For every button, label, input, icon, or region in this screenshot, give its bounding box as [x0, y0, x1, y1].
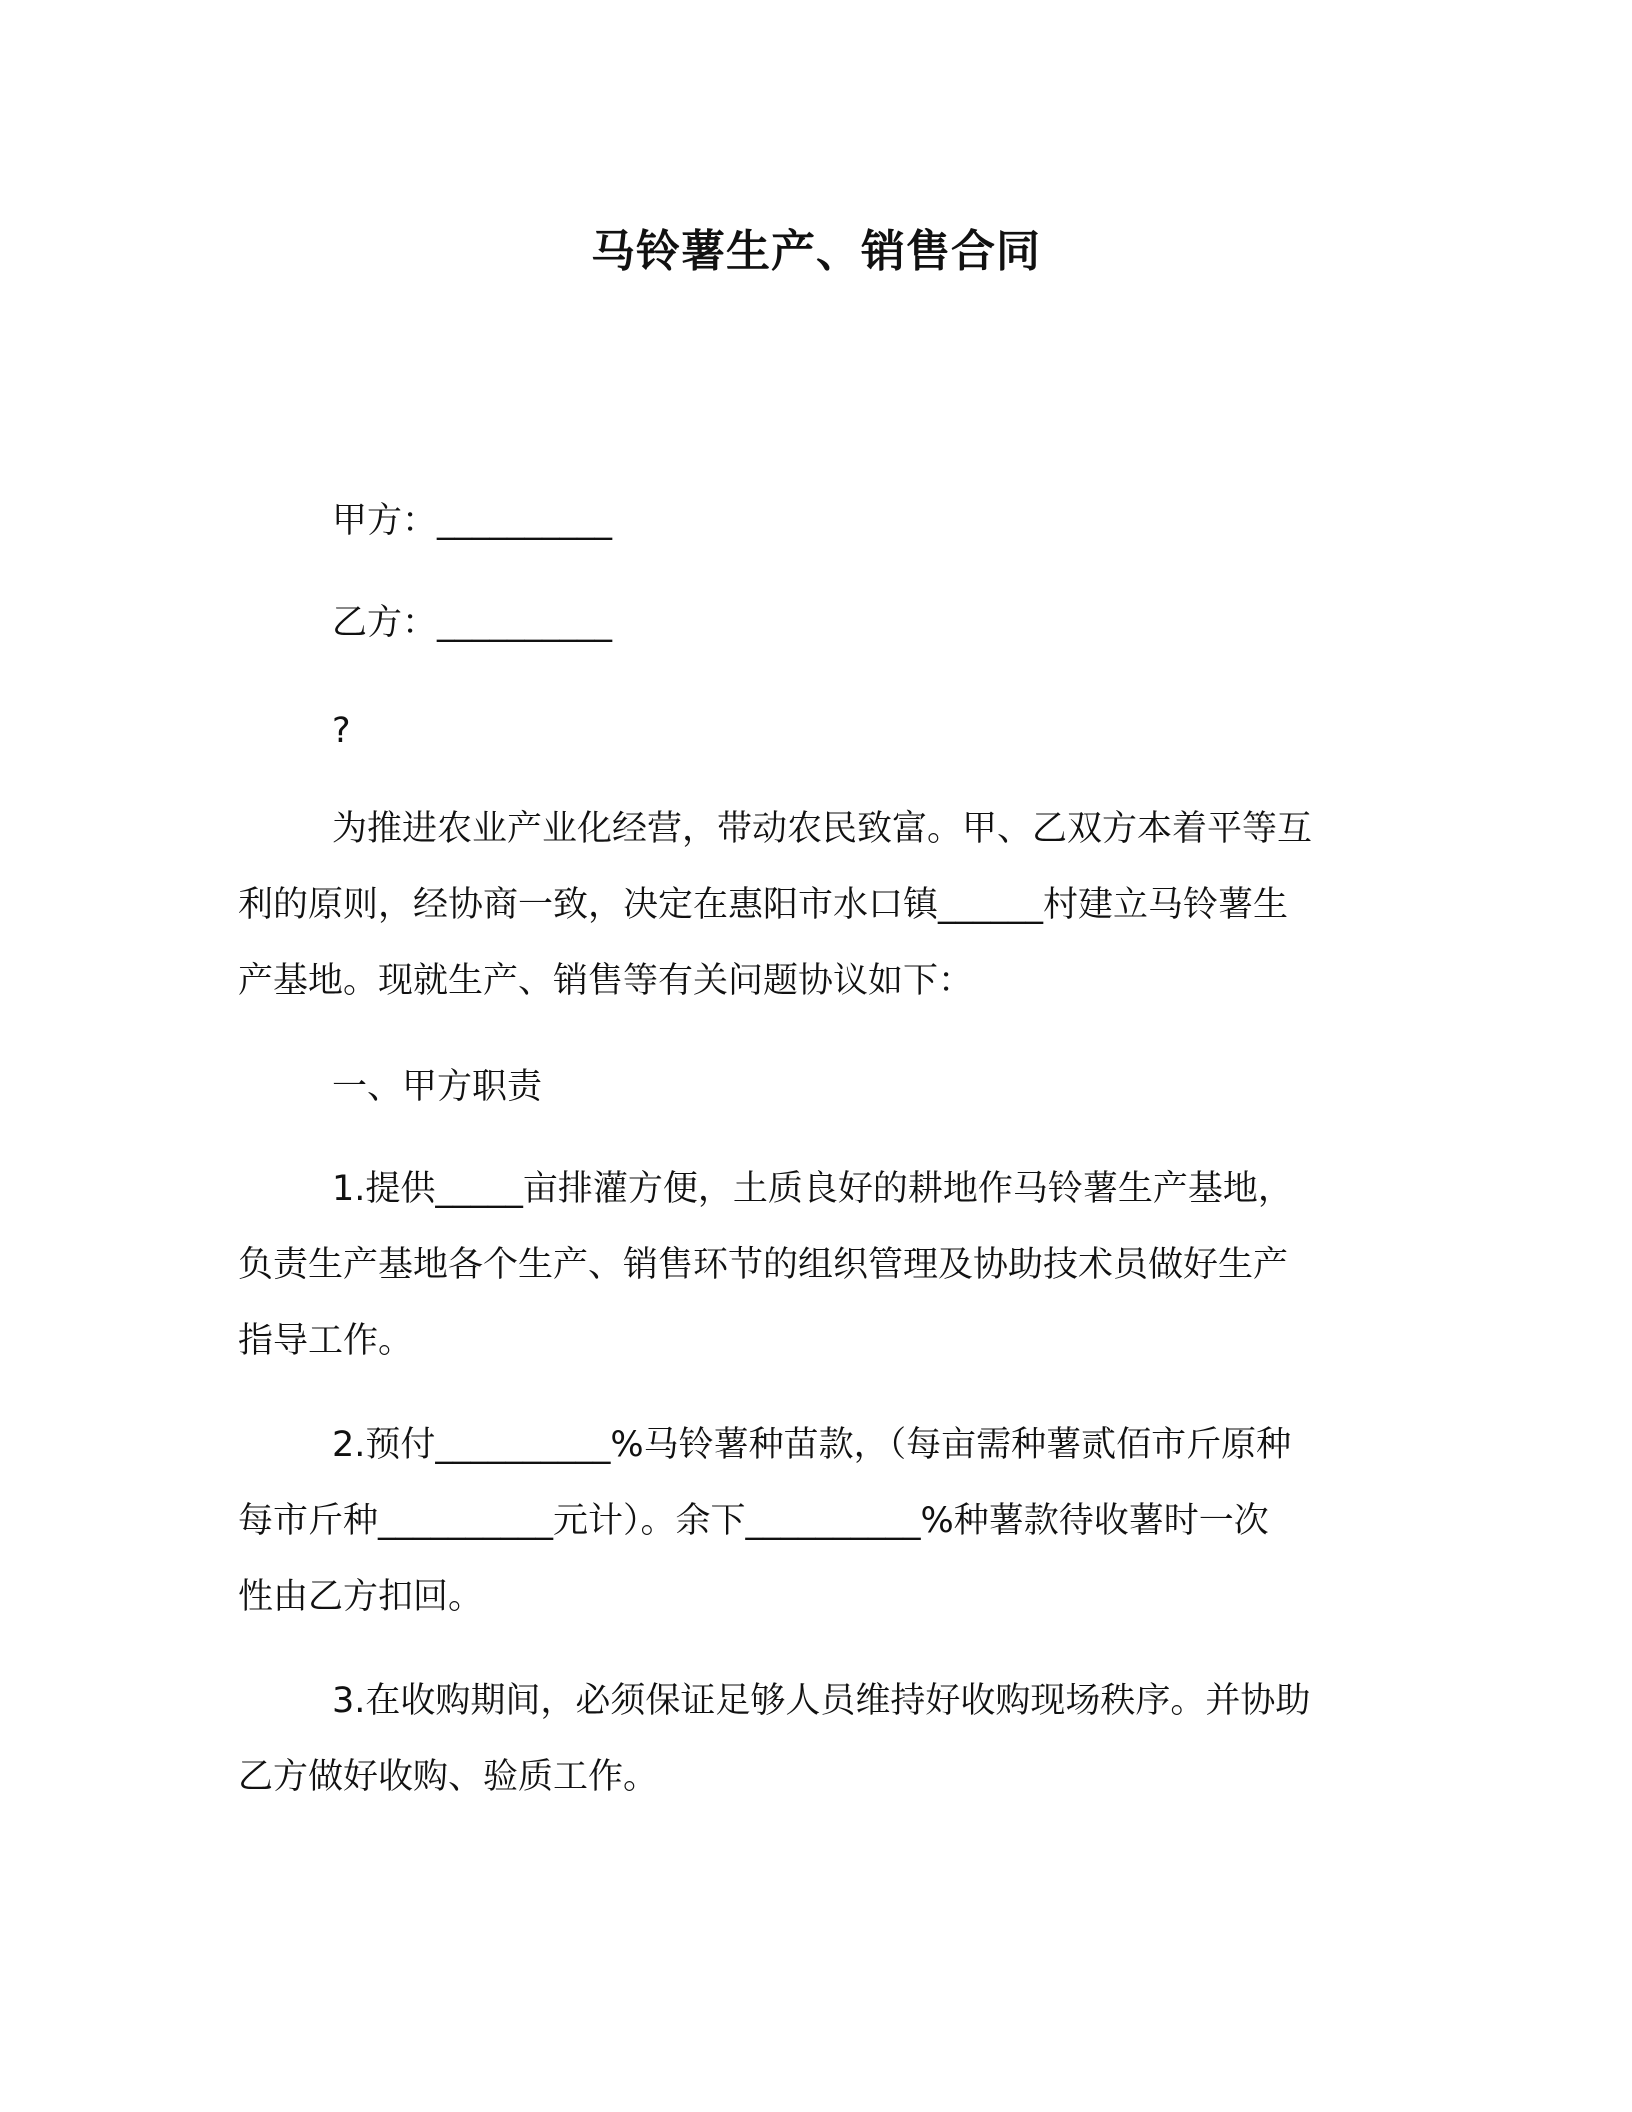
clause-2-line-1: 2.预付__________%马铃薯种苗款，（每亩需种薯贰佰市斤原种: [332, 1425, 1292, 1465]
document-title: 马铃薯生产、销售合同: [591, 226, 1041, 277]
section-1-heading: 一、甲方职责: [332, 1067, 543, 1107]
intro-paragraph-line-2: 利的原则，经协商一致，决定在惠阳市水口镇______村建立马铃薯生: [238, 885, 1289, 925]
question-mark: ?: [332, 711, 351, 751]
clause-3-line-1: 3.在收购期间，必须保证足够人员维持好收购现场秩序。并协助: [332, 1681, 1311, 1721]
clause-3-line-2: 乙方做好收购、验质工作。: [238, 1757, 659, 1797]
clause-1-line-3: 指导工作。: [238, 1321, 414, 1361]
clause-1-line-2: 负责生产基地各个生产、销售环节的组织管理及协助技术员做好生产: [238, 1245, 1289, 1285]
party-b-line: 乙方：__________: [332, 603, 613, 643]
clause-2-line-3: 性由乙方扣回。: [238, 1577, 484, 1617]
intro-paragraph-line-3: 产基地。现就生产、销售等有关问题协议如下：: [238, 961, 974, 1001]
clause-1-line-1: 1.提供_____亩排灌方便，土质良好的耕地作马铃薯生产基地，: [332, 1169, 1293, 1209]
clause-2-line-2: 每市斤种__________元计）。余下__________%种薯款待收薯时一次: [238, 1501, 1269, 1541]
party-a-line: 甲方：__________: [332, 501, 613, 541]
intro-paragraph-line-1: 为推进农业产业化经营，带动农民致富。甲、乙双方本着平等互: [332, 809, 1313, 849]
